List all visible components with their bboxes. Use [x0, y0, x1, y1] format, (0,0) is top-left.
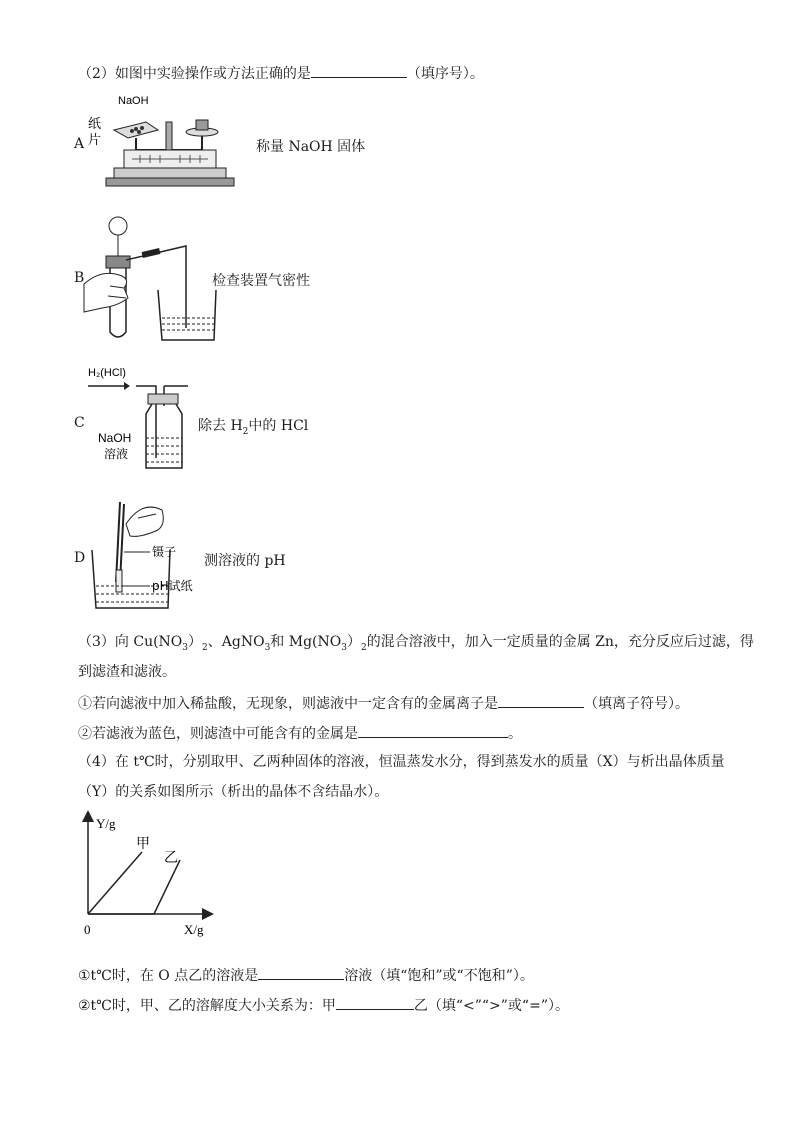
- series-yi-line: [88, 860, 180, 914]
- ph-paper-label: pH试纸: [152, 579, 193, 593]
- option-c-caption: 除去 $H_2$中的 HCl: [198, 418, 309, 437]
- svg-text:纸: 纸: [88, 117, 102, 132]
- q2-line: [78, 62, 484, 84]
- crystallization-chart: [76, 810, 216, 940]
- q3-sub1-answer-blank[interactable]: [498, 692, 584, 708]
- option-d-letter: D: [74, 550, 86, 566]
- balance-figure: [84, 92, 244, 192]
- gas-washing-figure: [86, 362, 206, 474]
- y-axis-label: Y/g: [96, 816, 116, 831]
- q2-text-pre: （2）如图中实验操作或方法正确的是: [78, 66, 311, 82]
- q4-sub1: ①t℃时，在 O 点乙的溶液是 溶液（填“饱和”或“不饱和”）。: [78, 964, 534, 986]
- gas-label: H₂(HCl): [88, 367, 126, 379]
- q4-sub1-answer-blank[interactable]: [258, 964, 344, 980]
- q3-line2: 到滤渣和滤液。: [78, 664, 176, 680]
- svg-text:溶液: 溶液: [104, 447, 129, 461]
- q3-sub2-answer-blank[interactable]: [358, 722, 508, 738]
- q4-line2: （Y）的关系如图所示（析出的晶体不含结晶水）。: [78, 784, 389, 800]
- q3-line1: （3）向 $Cu(NO_3)_2$、AgNO$_3$和 $Mg(NO_3)_2$的混合溶液中，加入一定质量的金属 Zn，充分反应后过滤，得: [78, 634, 754, 653]
- q3-sub1: ①若向滤液中加入稀盐酸，无现象，则滤液中一定含有的金属离子是 （填离子符号）。: [78, 692, 689, 714]
- naoh-label: NaOH: [118, 95, 149, 107]
- option-a-letter: A: [74, 136, 85, 152]
- q4-sub2-answer-blank[interactable]: [336, 994, 414, 1010]
- naoh-solution-label: NaOH: [98, 431, 132, 445]
- q4-line1: （4）在 t℃时，分别取甲、乙两种固体的溶液，恒温蒸发水分，得到蒸发水的质量（X）与析出晶体质量: [78, 754, 725, 770]
- tweezers-label: 镊子: [152, 545, 177, 559]
- option-c-letter: C: [74, 415, 85, 431]
- svg-text:片: 片: [88, 133, 102, 148]
- q2-text-post: （填序号）。: [406, 66, 484, 82]
- option-b-letter: B: [74, 270, 85, 286]
- series-jia-line: [88, 852, 142, 914]
- x-axis-label: X/g: [184, 922, 204, 937]
- q3-sub2: ②若滤液为蓝色，则滤渣中可能含有的金属是 。: [78, 722, 522, 744]
- airtightness-figure: [82, 208, 222, 342]
- series-jia-label: 甲: [136, 836, 150, 852]
- option-b-caption: 检查装置气密性: [212, 273, 310, 289]
- origin-label: 0: [84, 922, 91, 937]
- series-yi-label: 乙: [164, 850, 178, 866]
- option-a-caption: 称量 NaOH 固体: [256, 139, 366, 155]
- ph-test-figure: [86, 496, 210, 614]
- q4-sub2: ②t℃时，甲、乙的溶解度大小关系为：甲 乙（填“<”“>”或“=”）。: [78, 994, 569, 1016]
- q2-answer-blank[interactable]: [311, 62, 407, 78]
- option-d-caption: 测溶液的 pH: [204, 553, 286, 569]
